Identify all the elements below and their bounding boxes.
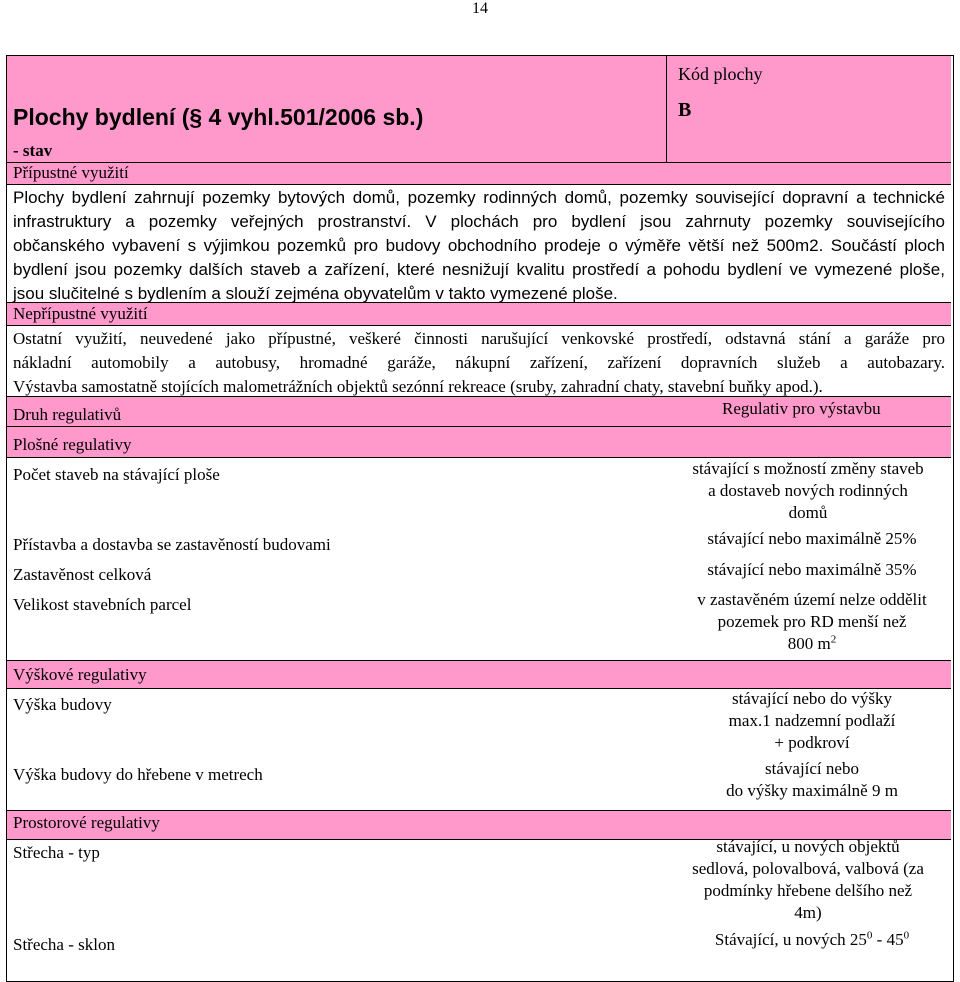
row-value-pristavba: stávající nebo maximálně 25% — [707, 529, 917, 548]
row-value-hreben: stávající nebo do výšky maximálně 9 m — [726, 759, 898, 800]
permitted-line: jsou slučitelné s bydlením a slouží zejména obyvatelům v takto vymezené ploše. — [13, 284, 618, 303]
row-label-velikost: Velikost stavebních parcel — [13, 595, 192, 614]
row-label-pristavba: Přístavba a dostavba se zastavěností budovami — [13, 535, 331, 554]
permitted-line: bydlení jsou pozemky dalších staveb a zařízení, které nesnižují kvalitu prostředí a pohodu bydlení ve vymezené ploše, — [13, 260, 945, 279]
col2-header: Regulativ pro výstavbu — [722, 399, 881, 418]
section-vyskove: Výškové regulativy — [13, 665, 147, 684]
permitted-line: Plochy bydlení zahrnují pozemky bytových domů, pozemky rodinných domů, pozemky související dopravní a technické — [13, 188, 945, 207]
row-value-velikost: v zastavěném území nelze oddělit pozemek pro RD menší než 800 $m^2$ — [697, 590, 927, 653]
divider — [7, 184, 951, 185]
code-value: B — [678, 99, 692, 121]
row-label-hreben: Výška budovy do hřebene v metrech — [13, 765, 263, 784]
row-value-pocet: stávající s možností změny staveb a dostaveb nových rodinných domů — [692, 459, 924, 522]
forbidden-line: Ostatní využití, neuvedené jako přípustné, veškeré činnosti narušující venkovské prostředí, odstavná stání a garáže pro — [13, 329, 945, 348]
row-label-vyska: Výška budovy — [13, 695, 112, 714]
row-label-zastavenost: Zastavěnost celková — [13, 565, 152, 584]
permitted-line: občanského vybavení s výjimkou pozemků pro budovy obchodního prodeje o výměře větší než 500m2. Součástí ploch — [13, 236, 945, 255]
permitted-heading: Přípustné využití — [13, 163, 129, 182]
page-title: Plochy bydlení (§ 4 vyhl.501/2006 sb.) — [13, 104, 424, 130]
divider — [7, 162, 951, 163]
header-divider — [666, 56, 667, 162]
row-label-strecha-sklon: Střecha - sklon — [13, 935, 115, 954]
section-plosne: Plošné regulativy — [13, 435, 132, 454]
row-value-zastavenost: stávající nebo maximálně 35% — [707, 560, 917, 579]
row-value-vyska: stávající nebo do výšky max.1 nadzemní podlaží + podkroví — [728, 689, 896, 752]
col1-header: Druh regulativů — [13, 405, 122, 424]
row-label-pocet: Počet staveb na stávající ploše — [13, 465, 220, 484]
code-label: Kód plochy — [678, 64, 763, 84]
page-subtitle: - stav — [13, 141, 53, 160]
forbidden-paragraph — [13, 327, 945, 399]
page-number: 14 — [472, 0, 488, 17]
divider — [7, 426, 951, 427]
divider — [7, 302, 951, 303]
permitted-line: infrastruktury a pozemky veřejných prostranství. V plochách pro bydlení jsou zahrnuty pozemky souvisejícího — [13, 212, 945, 231]
section-prostorove: Prostorové regulativy — [13, 813, 160, 832]
row-label-strecha-typ: Střecha - typ — [13, 843, 100, 862]
row-value-strecha-sklon: Stávající, u nových $25^0 - 45^0$ — [714, 929, 910, 949]
divider — [7, 660, 951, 661]
forbidden-line: nákladní automobily a autobusy, hromadné garáže, nákupní zařízení, zařízení dopravních služeb a autobazary. — [13, 353, 945, 372]
forbidden-heading: Nepřípustné využití — [13, 304, 148, 323]
permitted-paragraph — [13, 186, 945, 306]
forbidden-line: Výstavba samostatně stojících malometrážních objektů sezónní rekreace (sruby, zahradní chaty, stavební buňky apod.). — [13, 377, 823, 396]
divider — [7, 810, 951, 811]
divider — [7, 396, 951, 397]
divider — [7, 325, 951, 326]
row-value-strecha-typ: stávající, u nových objektů sedlová, polovalbová, valbová (za podmínky hřebene delšího než 4m) — [692, 837, 924, 922]
